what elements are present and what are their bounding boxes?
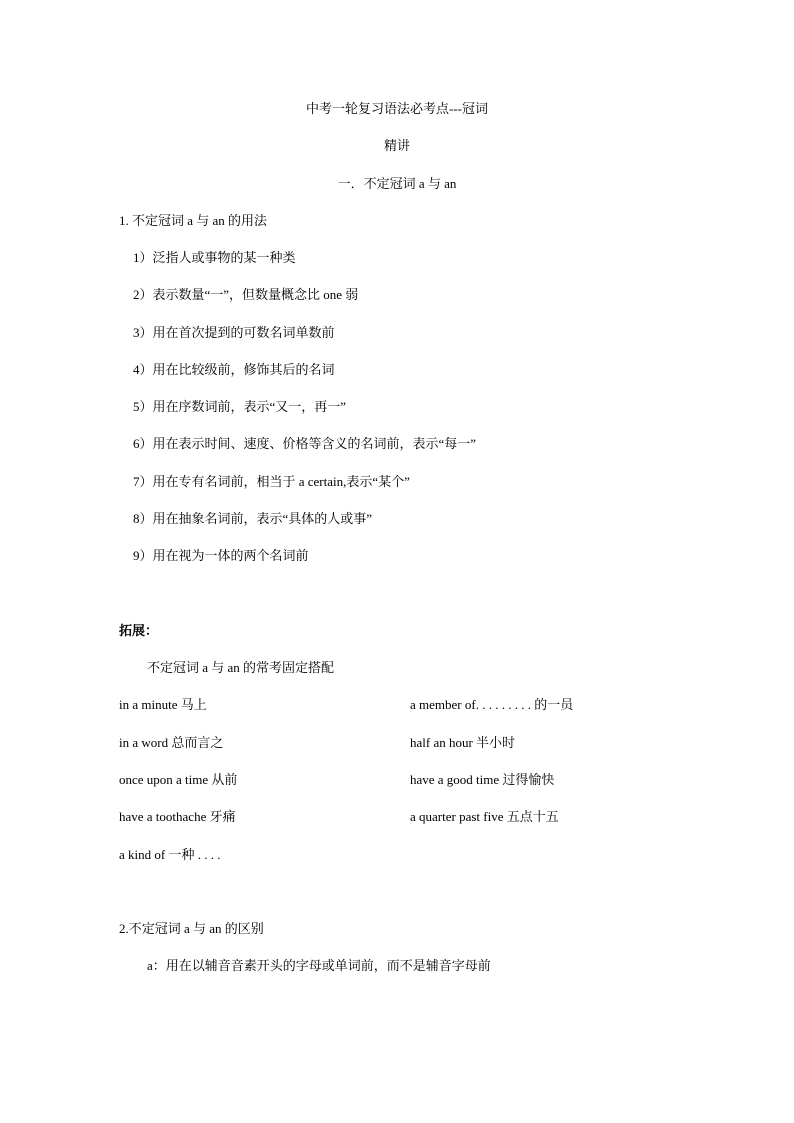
point2-heading: 2.不定冠词 a 与 an 的区别 — [119, 921, 264, 936]
usage-item: 2）表示数量“一”，但数量概念比 one 弱 — [133, 287, 359, 302]
point1-heading: 1. 不定冠词 a 与 an 的用法 — [119, 213, 268, 228]
usage-item: 7）用在专有名词前，相当于 a certain,表示“某个” — [133, 474, 410, 489]
usage-item: 6）用在表示时间、速度、价格等含义的名词前，表示“每一” — [133, 436, 477, 451]
point2-rule-a: a：用在以辅音音素开头的字母或单词前，而不是辅音字母前 — [147, 958, 491, 973]
phrase-right: have a good time 过得愉快 — [410, 772, 555, 787]
usage-item: 5）用在序数词前，表示“又一，再一” — [133, 399, 347, 414]
phrase-right: a quarter past five 五点十五 — [410, 809, 559, 824]
phrase-right: a member of. . . . . . . . . 的一员 — [410, 697, 574, 712]
phrase-left: in a minute 马上 — [119, 697, 207, 712]
document-title: 中考一轮复习语法必考点---冠词 — [306, 101, 488, 116]
usage-item: 4）用在比较级前，修饰其后的名词 — [133, 362, 335, 377]
usage-item: 8）用在抽象名词前，表示“具体的人或事” — [133, 511, 373, 526]
usage-item: 9）用在视为一体的两个名词前 — [133, 548, 309, 563]
extension-label: 拓展： — [119, 623, 159, 638]
section-heading: 一．不定冠词 a 与 an — [337, 176, 457, 191]
phrase-left: have a toothache 牙痛 — [119, 809, 236, 824]
extension-intro: 不定冠词 a 与 an 的常考固定搭配 — [147, 660, 335, 675]
usage-item: 3）用在首次提到的可数名词单数前 — [133, 325, 335, 340]
phrase-left: a kind of 一种 . . . . — [119, 847, 221, 862]
phrase-left: in a word 总而言之 — [119, 735, 224, 750]
phrase-left: once upon a time 从前 — [119, 772, 238, 787]
usage-item: 1）泛指人或事物的某一种类 — [133, 250, 296, 265]
phrase-right: half an hour 半小时 — [410, 735, 516, 750]
document-subtitle: 精讲 — [383, 138, 410, 153]
